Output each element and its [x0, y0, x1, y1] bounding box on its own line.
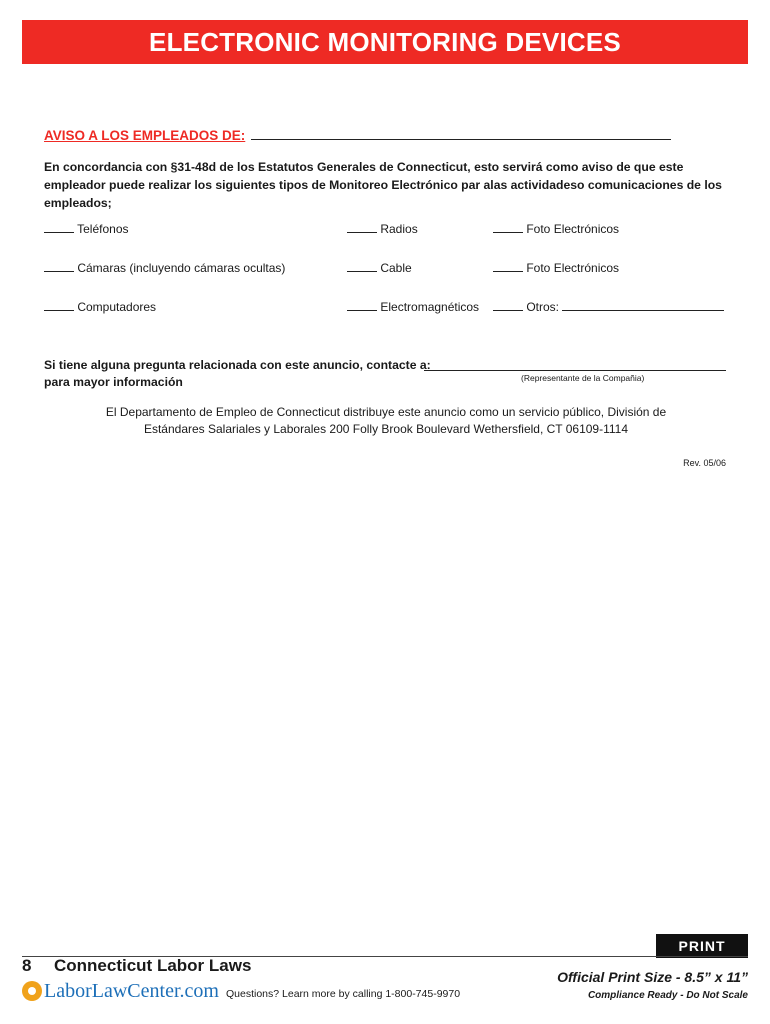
revision-label: Rev. 05/06 [683, 458, 726, 468]
otros-field[interactable] [562, 300, 724, 311]
option-label: Foto Electrónicos [526, 261, 620, 275]
logo-text: LaborLawCenter.com [44, 979, 219, 1002]
option-checkline[interactable] [44, 300, 74, 311]
option-cable [347, 261, 412, 275]
compliance-note: Compliance Ready - Do Not Scale [587, 990, 748, 1001]
option-checkline[interactable] [44, 222, 74, 233]
contact-line-2: para mayor información [44, 375, 183, 389]
contact-line-1: Si tiene alguna pregunta relacionada con este anuncio, contacte a: [44, 358, 431, 372]
option-label: Cámaras (incluyendo cámaras ocultas) [77, 261, 286, 275]
option-label: Electromagnéticos [380, 300, 480, 314]
intro-paragraph: En concordancia con §31-48d de los Estatutos Generales de Connecticut, esto servirá como aviso de que este empleador puede realizar los siguientes tipos de Monitoreo Electrónico par alas actividadeso comunicaciones de los empleados; [44, 160, 722, 210]
option-checkline[interactable] [493, 300, 523, 311]
option-label: Otros: [526, 300, 560, 314]
department-notice [80, 404, 692, 438]
representative-caption: (Representante de la Compañia) [521, 373, 645, 383]
option-checkline[interactable] [493, 222, 523, 233]
option-label: Foto Electrónicos [526, 222, 620, 236]
employer-name-field[interactable] [251, 128, 671, 140]
option-electromagneticos [347, 300, 479, 314]
official-print-size: Official Print Size - 8.5” x 11” [557, 969, 748, 985]
representative-field[interactable] [424, 370, 726, 371]
option-camaras [44, 261, 285, 275]
notice-to-label: AVISO A LOS EMPLEADOS DE: [44, 128, 246, 143]
option-checkline[interactable] [347, 300, 377, 311]
option-checkline[interactable] [44, 261, 74, 272]
option-telefonos [44, 222, 129, 236]
option-label: Computadores [77, 300, 157, 314]
department-line-2: Estándares Salariales y Laborales 200 Folly Brook Boulevard Wethersfield, CT 06109-1114 [143, 422, 629, 436]
laborlawcenter-logo[interactable] [22, 980, 219, 1002]
questions-text: Questions? Learn more by calling 1-800-745-9970 [226, 988, 461, 1000]
option-label: Cable [380, 261, 412, 275]
option-checkline[interactable] [493, 261, 523, 272]
option-label: Teléfonos [77, 222, 129, 236]
page-title-banner [22, 20, 748, 64]
option-checkline[interactable] [347, 261, 377, 272]
footer-title: Connecticut Labor Laws [54, 956, 252, 975]
notice-to-row [44, 128, 734, 143]
option-checkline[interactable] [347, 222, 377, 233]
page-title: ELECTRONIC MONITORING DEVICES [149, 27, 621, 57]
option-otros [493, 300, 724, 314]
logo-circle-icon [22, 981, 42, 1001]
option-radios [347, 222, 418, 236]
department-line-1: El Departamento de Empleo de Connecticut distribuye este anuncio como un servicio público, División de [105, 405, 667, 419]
print-button[interactable]: PRINT [656, 934, 748, 958]
option-label: Radios [380, 222, 418, 236]
option-foto-electronicos-2 [493, 261, 619, 275]
page-number: 8 [22, 956, 32, 975]
option-foto-electronicos-1 [493, 222, 619, 236]
option-computadores [44, 300, 156, 314]
